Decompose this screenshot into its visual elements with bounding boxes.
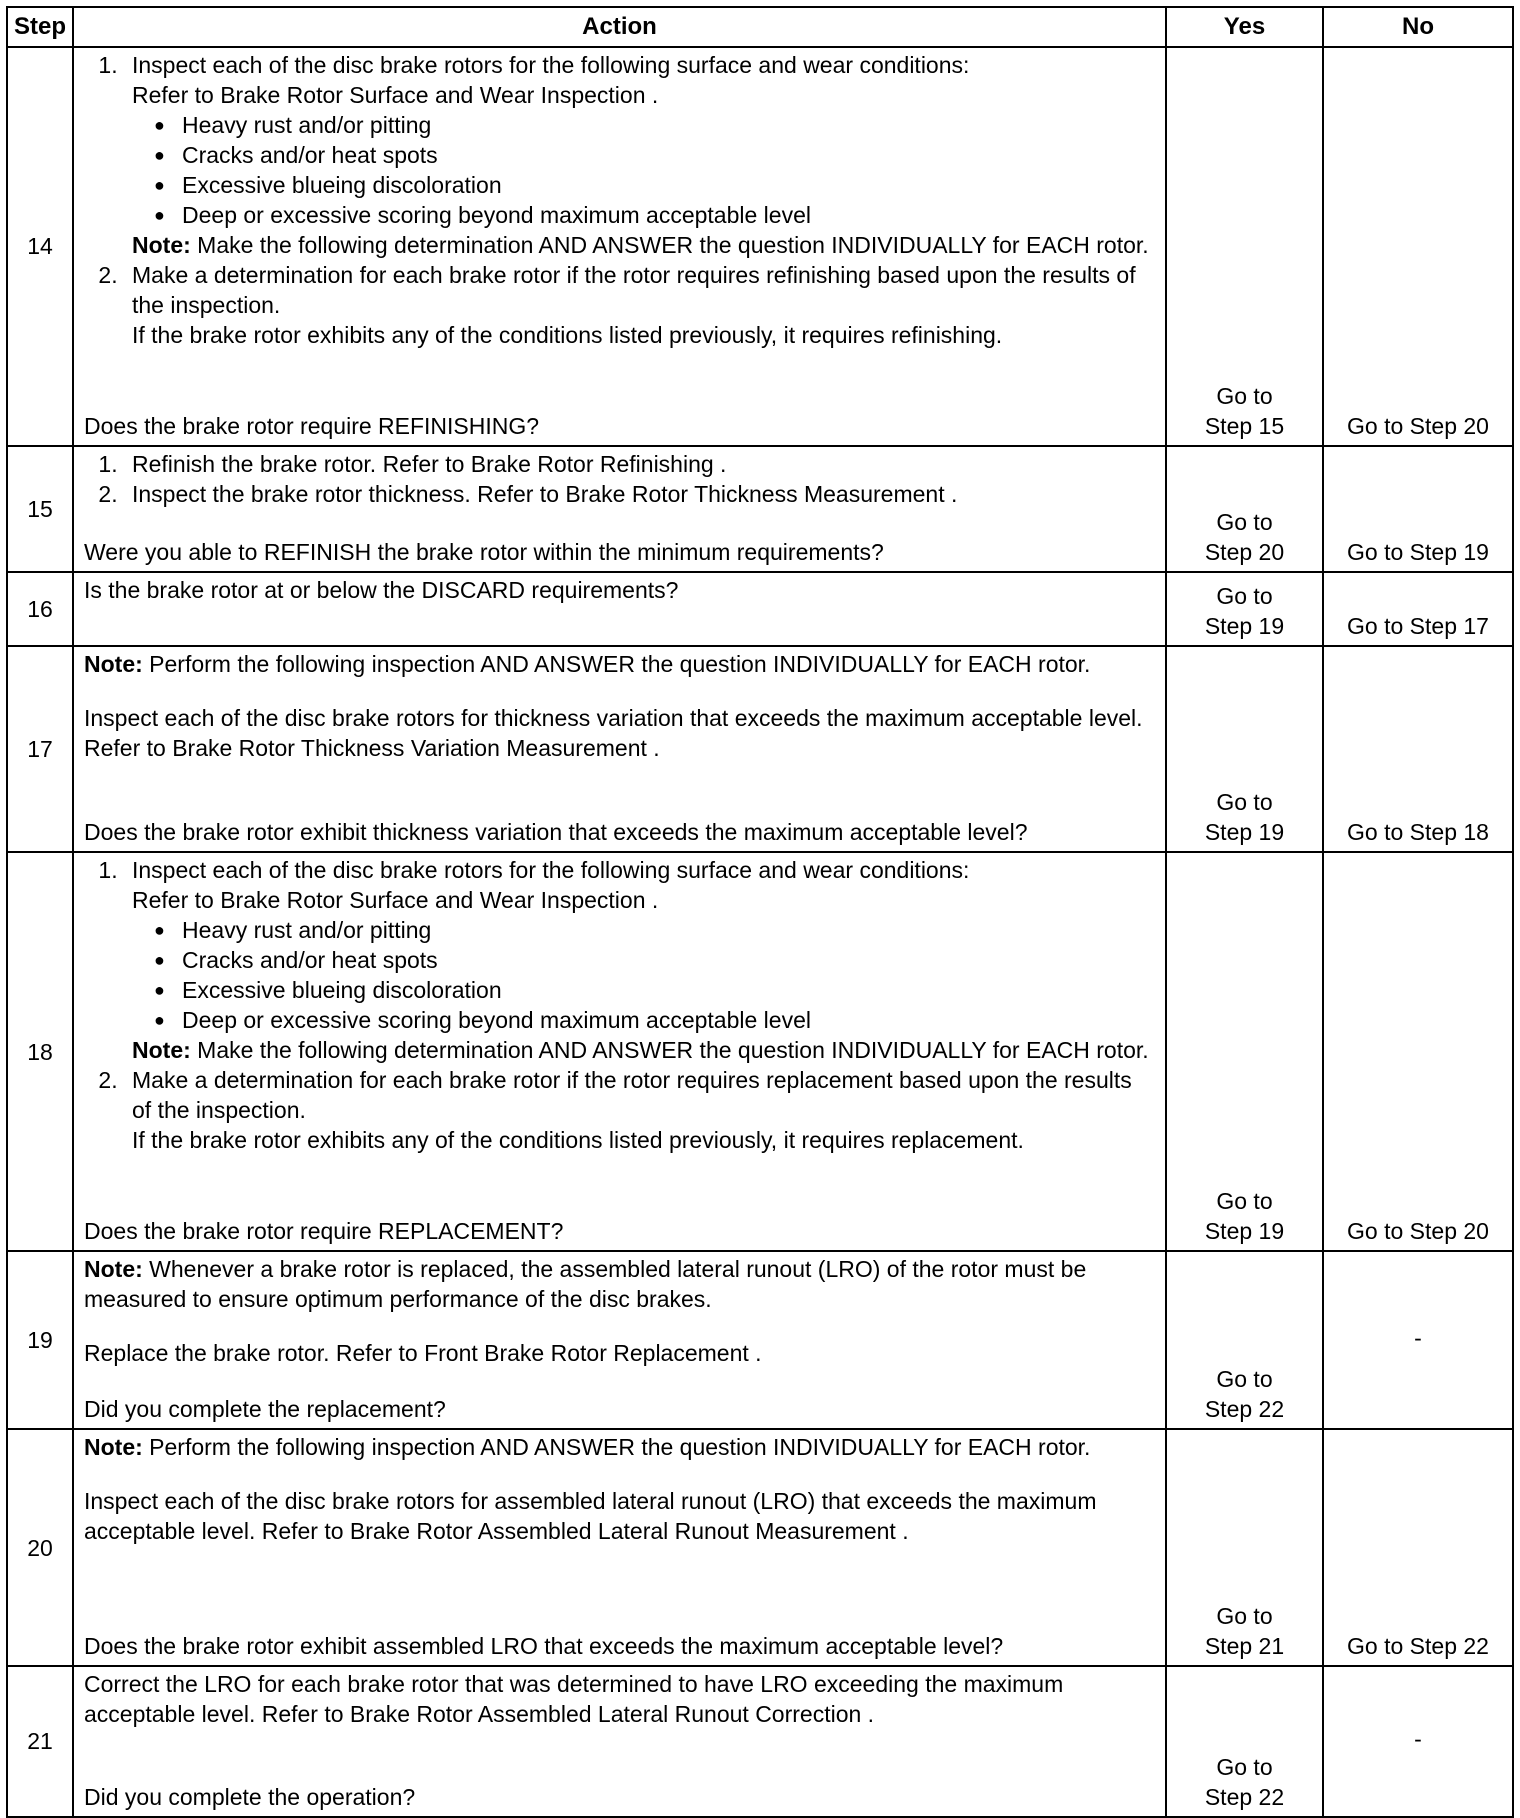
yes-link[interactable]: Go to Step 22 bbox=[1166, 1251, 1323, 1429]
question: Is the brake rotor at or below the DISCARD requirements? bbox=[84, 577, 679, 604]
no-link: - bbox=[1323, 1666, 1513, 1817]
no-link[interactable]: Go to Step 22 bbox=[1323, 1429, 1513, 1665]
table-row bbox=[7, 1666, 1513, 1817]
yes-link[interactable]: Go to Step 21 bbox=[1166, 1429, 1323, 1665]
note: Note: Perform the following inspection AND ANSWER the question INDIVIDUALLY for EACH rotor. bbox=[84, 1434, 1091, 1461]
yes-link[interactable]: Go to Step 19 bbox=[1166, 646, 1323, 852]
list-item: ● Deep or excessive scoring beyond maximum acceptable level bbox=[132, 1005, 1155, 1035]
header-action: Action bbox=[73, 7, 1166, 47]
question: Does the brake rotor exhibit thickness variation that exceeds the maximum acceptable level? bbox=[84, 819, 1028, 846]
step-number: 21 bbox=[7, 1666, 73, 1817]
table-row bbox=[7, 646, 1513, 852]
action-item: 2. Make a determination for each brake rotor if the rotor requires replacement based upon the results of the inspection. If the brake rotor exhibits any of the conditions listed previously, it requires replacement. bbox=[124, 1065, 1155, 1155]
question: Does the brake rotor exhibit assembled LRO that exceeds the maximum acceptable level? bbox=[84, 1632, 1004, 1659]
list-item: ● Cracks and/or heat spots bbox=[132, 140, 1155, 170]
step-number: 17 bbox=[7, 646, 73, 852]
step-number: 16 bbox=[7, 572, 73, 646]
action-cell bbox=[73, 446, 1166, 573]
list-item: ● Excessive blueing discoloration bbox=[132, 975, 1155, 1005]
no-link[interactable]: Go to Step 20 bbox=[1323, 852, 1513, 1251]
condition-list bbox=[132, 110, 1155, 230]
action-cell bbox=[73, 1666, 1166, 1817]
header-step: Step bbox=[7, 7, 73, 47]
action-text: Correct the LRO for each brake rotor that was determined to have LRO exceeding the maximum acceptable level. Refer to Brake Rotor Assembled Lateral Runout Correction . bbox=[84, 1670, 1064, 1727]
step-number: 15 bbox=[7, 446, 73, 573]
table-row bbox=[7, 1251, 1513, 1429]
list-item: ● Heavy rust and/or pitting bbox=[132, 110, 1155, 140]
header-no: No bbox=[1323, 7, 1513, 47]
no-link[interactable]: Go to Step 19 bbox=[1323, 446, 1513, 573]
action-cell bbox=[73, 1251, 1166, 1429]
action-cell bbox=[73, 646, 1166, 852]
question: Does the brake rotor require REPLACEMENT? bbox=[84, 1218, 564, 1245]
action-item: 1. Inspect each of the disc brake rotors for the following surface and wear conditions: Refer to Brake Rotor Surface and Wear Inspection . ● Heavy rust and/or pitting ● Cracks and/or heat spots ● Excessive blueing discoloration ● Deep or excessive scoring beyond maximum acceptable level Note: Make the following determination AND ANSWER the question INDIVIDUALLY for EACH rotor. bbox=[124, 50, 1155, 260]
action-cell bbox=[73, 852, 1166, 1251]
step-number: 20 bbox=[7, 1429, 73, 1665]
list-item: ● Heavy rust and/or pitting bbox=[132, 915, 1155, 945]
table-row bbox=[7, 446, 1513, 573]
action-item: 2. Make a determination for each brake rotor if the rotor requires refinishing based upon the results of the inspection. If the brake rotor exhibits any of the conditions listed previously, it requires refinishing. bbox=[124, 260, 1155, 350]
action-text: Inspect each of the disc brake rotors for assembled lateral runout (LRO) that exceeds the maximum acceptable level. Refer to Brake Rotor Assembled Lateral Runout Measurement . bbox=[84, 1488, 1097, 1545]
question: Were you able to REFINISH the brake rotor within the minimum requirements? bbox=[84, 539, 884, 566]
question: Does the brake rotor require REFINISHING? bbox=[84, 412, 540, 439]
yes-link[interactable]: Go to Step 19 bbox=[1166, 572, 1323, 646]
table-row bbox=[7, 572, 1513, 646]
table-row bbox=[7, 1429, 1513, 1665]
header-yes: Yes bbox=[1166, 7, 1323, 47]
table-row bbox=[7, 47, 1513, 446]
step-number: 18 bbox=[7, 852, 73, 1251]
action-text: Replace the brake rotor. Refer to Front Brake Rotor Replacement . bbox=[84, 1340, 762, 1367]
action-item: 2. Inspect the brake rotor thickness. Refer to Brake Rotor Thickness Measurement . bbox=[124, 479, 1155, 509]
header-row bbox=[7, 7, 1513, 47]
diagnostic-table bbox=[6, 6, 1514, 1818]
yes-link[interactable]: Go to Step 22 bbox=[1166, 1666, 1323, 1817]
condition-list bbox=[132, 915, 1155, 1035]
step-number: 14 bbox=[7, 47, 73, 446]
table-row bbox=[7, 852, 1513, 1251]
no-link[interactable]: Go to Step 18 bbox=[1323, 646, 1513, 852]
list-item: ● Deep or excessive scoring beyond maximum acceptable level bbox=[132, 200, 1155, 230]
yes-link[interactable]: Go to Step 20 bbox=[1166, 446, 1323, 573]
list-item: ● Excessive blueing discoloration bbox=[132, 170, 1155, 200]
action-cell bbox=[73, 572, 1166, 646]
no-link[interactable]: Go to Step 17 bbox=[1323, 572, 1513, 646]
question: Did you complete the replacement? bbox=[84, 1396, 446, 1423]
question: Did you complete the operation? bbox=[84, 1784, 416, 1810]
action-cell bbox=[73, 47, 1166, 446]
yes-link[interactable]: Go to Step 19 bbox=[1166, 852, 1323, 1251]
step-number: 19 bbox=[7, 1251, 73, 1429]
note: Note: Whenever a brake rotor is replaced, the assembled lateral runout (LRO) of the rotor must be measured to ensure optimum performance of the disc brakes. bbox=[84, 1256, 1087, 1313]
list-item: ● Cracks and/or heat spots bbox=[132, 945, 1155, 975]
no-link: - bbox=[1323, 1251, 1513, 1429]
action-text: Inspect each of the disc brake rotors for thickness variation that exceeds the maximum acceptable level. Refer to Brake Rotor Thickness Variation Measurement . bbox=[84, 705, 1143, 762]
note: Note: Make the following determination AND ANSWER the question INDIVIDUALLY for EACH rotor. bbox=[132, 232, 1149, 258]
note: Note: Perform the following inspection AND ANSWER the question INDIVIDUALLY for EACH rotor. bbox=[84, 651, 1091, 678]
action-item: 1. Refinish the brake rotor. Refer to Brake Rotor Refinishing . bbox=[124, 449, 1155, 479]
note: Note: Make the following determination AND ANSWER the question INDIVIDUALLY for EACH rotor. bbox=[132, 1037, 1149, 1064]
action-item: 1. Inspect each of the disc brake rotors for the following surface and wear conditions: Refer to Brake Rotor Surface and Wear Inspection . ● Heavy rust and/or pitting ● Cracks and/or heat spots ● Excessive blueing discoloration ● Deep or excessive scoring beyond maximum acceptable level Note: Make the following determination AND ANSWER the question INDIVIDUALLY for EACH rotor. bbox=[124, 855, 1155, 1065]
yes-link[interactable]: Go to Step 15 bbox=[1166, 47, 1323, 446]
action-cell bbox=[73, 1429, 1166, 1665]
no-link[interactable]: Go to Step 20 bbox=[1323, 47, 1513, 446]
